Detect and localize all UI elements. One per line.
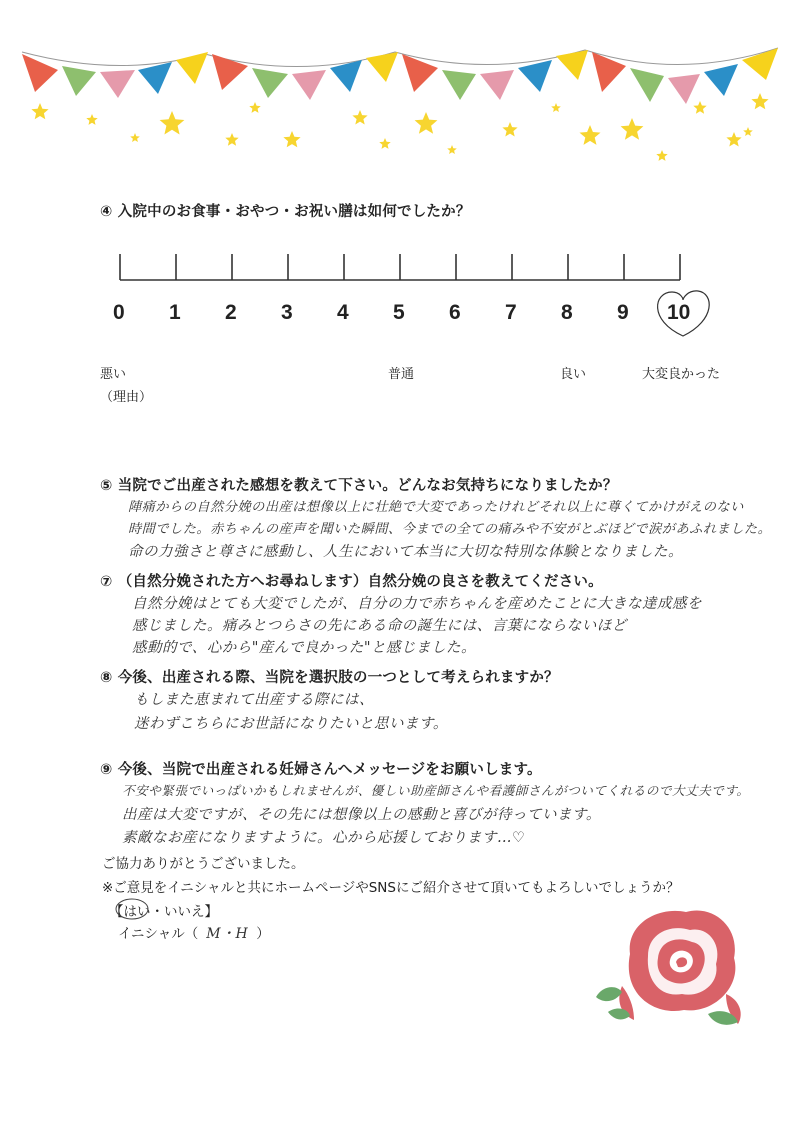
scale-number: 9 [617, 301, 629, 324]
bunting-flag [480, 70, 514, 100]
bunting-flag [100, 70, 135, 98]
star-icon [225, 133, 238, 146]
scale-number: 6 [449, 301, 461, 324]
question-8-title: ⑧ 今後、出産される際、当院を選択肢の一つとして考えられますか？ [100, 670, 559, 686]
scale-number: 5 [393, 301, 405, 324]
answer-8-line: もしまた恵まれて出産する際には、 [134, 692, 374, 708]
bunting-flag [366, 52, 398, 82]
bunting-flag [292, 70, 326, 100]
bunting-garland [0, 0, 800, 175]
rating-scale [100, 240, 740, 340]
answer-7-line: 感動的で、心から"産んで良かった"と感じました。 [132, 640, 477, 656]
bunting-flag [742, 48, 778, 80]
star-icon [160, 111, 185, 135]
scale-number: 0 [113, 301, 125, 324]
question-4-title: ④ 入院中のお食事・おやつ・お祝い膳は如何でしたか？ [100, 204, 471, 220]
star-icon [415, 112, 438, 134]
answer-9-line: 出産は大変ですが、その先には想像以上の感動と喜びが待っています。 [122, 807, 601, 823]
bunting-flag [176, 52, 208, 84]
rose-stamp [588, 902, 748, 1037]
star-icon [743, 127, 753, 136]
star-icon [580, 125, 601, 145]
bunting-flag [62, 66, 96, 96]
thanks-text: ご協力ありがとうございました。 [102, 856, 305, 872]
bunting-flag [252, 68, 288, 98]
scale-number: 8 [561, 301, 573, 324]
selected-option-circle [114, 897, 150, 921]
star-icon [352, 110, 367, 125]
star-icon [86, 114, 97, 125]
bunting-flag [138, 62, 172, 94]
star-icon [447, 145, 457, 154]
answer-7-line: 感じました。痛みとつらさの先にある命の誕生には、言葉にならないほど [132, 618, 627, 634]
bunting-flag [630, 68, 664, 102]
star-icon [249, 102, 260, 113]
scale-number: 7 [505, 301, 517, 324]
bunting-flag [518, 60, 552, 92]
star-icon [551, 103, 561, 112]
answer-5-line: 時間でした。赤ちゃんの産声を聞いた瞬間、今までの全ての痛みや不安がとぶほどで涙があふれました。 [128, 522, 772, 537]
bunting-flag [668, 74, 700, 104]
answer-9-line: 不安や緊張でいっぱいかもしれませんが、優しい助産師さんや看護師さんがついてくれるので大丈夫です。 [122, 783, 750, 798]
scale-label-normal: 普通 [388, 367, 415, 382]
reason-label: （理由） [100, 390, 153, 405]
scale-label-very-good: 大変良かった [642, 367, 721, 382]
star-icon [31, 103, 48, 119]
star-icon [502, 122, 517, 137]
question-5-title: ⑤ 当院でご出産された感想を教えて下さい。どんなお気持ちになりましたか？ [100, 478, 618, 494]
scale-label-good: 良い [560, 367, 587, 382]
question-7-title: ⑦ （自然分娩された方へお尋ねします）自然分娩の良さを教えてください。 [100, 574, 603, 590]
star-icon [283, 131, 300, 147]
scale-number: 3 [281, 301, 293, 324]
star-icon [130, 133, 140, 142]
bunting-flag [556, 50, 588, 80]
scale-number: 2 [225, 301, 237, 324]
star-icon [621, 118, 644, 140]
scale-number: 10 [667, 301, 691, 324]
star-icon [656, 150, 667, 161]
star-icon [726, 132, 741, 147]
bunting-flag [22, 54, 58, 92]
permission-options: 【はい・いいえ】 [110, 904, 218, 920]
bunting-flag [704, 64, 738, 96]
question-9-title: ⑨ 今後、当院で出産される妊婦さんへメッセージをお願いします。 [100, 762, 542, 778]
answer-5-line: 陣痛からの自然分娩の出産は想像以上に壮絶で大変であったけれどそれ以上に尊くてかけがえのない [128, 500, 744, 515]
scale-label-bad: 悪い [100, 367, 127, 382]
bunting-flag [592, 52, 626, 92]
permission-question: ※ご意見をイニシャルと共にホームページやSNSにご紹介させて頂いてもよろしいでしょうか？ [102, 880, 680, 896]
scale-number: 4 [337, 301, 349, 324]
answer-8-line: 迷わずこちらにお世話になりたいと思います。 [134, 716, 448, 732]
initial-label: イニシャル（ M・H ） [118, 926, 270, 942]
star-icon [379, 138, 390, 149]
initial-value: M・H [206, 926, 249, 942]
star-icon [693, 101, 706, 114]
scale-number: 1 [169, 301, 181, 324]
answer-5-line: 命の力強さと尊さに感動し、人生において本当に大切な特別な体験となりました。 [128, 544, 683, 560]
answer-7-line: 自然分娩はとても大変でしたが、自分の力で赤ちゃんを産めたことに大きな達成感を [132, 596, 702, 612]
bunting-flag [442, 70, 476, 100]
star-icon [751, 93, 768, 109]
answer-9-line: 素敵なお産になりますように。心から応援しております…♡ [122, 830, 526, 846]
